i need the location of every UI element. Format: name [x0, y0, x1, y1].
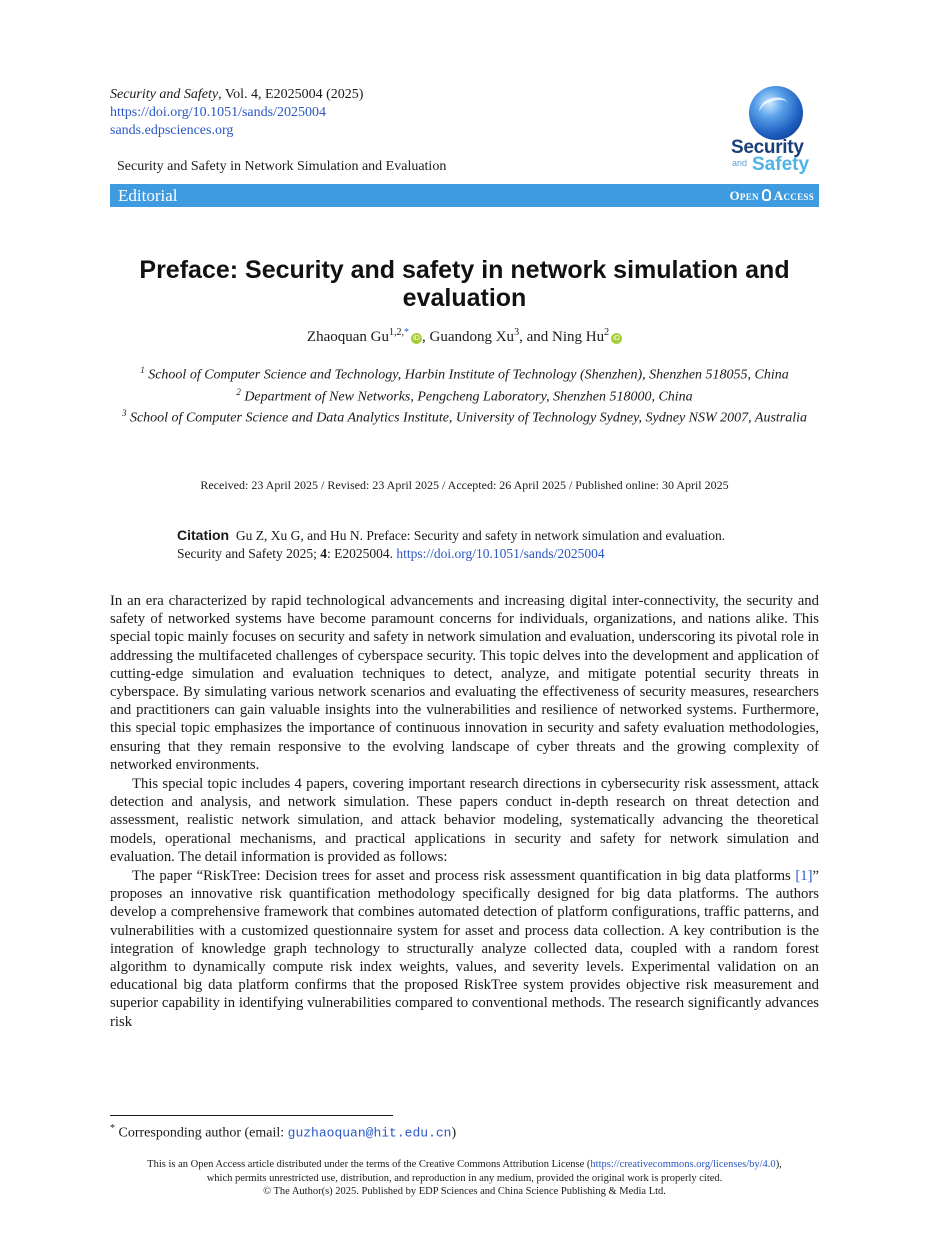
affiliation-text: School of Computer Science and Technology, Harbin Institute of Technology (Shenzhen), Shenzhen 518055, China: [148, 367, 789, 383]
author-name: Guandong Xu: [429, 329, 515, 345]
affiliation-text: School of Computer Science and Data Analytics Institute, University of Technology Sydney, Sydney NSW 2007, Australia: [129, 410, 808, 426]
article-type-label: Editorial: [118, 186, 178, 205]
affiliation-item: [118, 384, 811, 406]
affiliation-number: 1: [140, 365, 145, 375]
publication-dates: Received: 23 April 2025 / Revised: 23 April 2025 / Accepted: 26 April 2025 / Published online: 30 April 2025: [200, 478, 729, 492]
journal-name: Security and Safety: [110, 87, 219, 102]
citation-block: [177, 526, 757, 563]
orcid-icon[interactable]: iD: [411, 333, 422, 344]
body-paragraph: The paper “RiskTree: Decision trees for asset and process risk assessment quantification in big data platforms [1]” proposes an innovative risk quantification methodology specifically designed for big data platforms. The authors develop a comprehensive framework that combines automated detection of platform configurations, traffic patterns, and vulnerabilities with a customized questionnaire system for asset and process data collection. A key contribution is the integration of knowledge graph technology to structurally analyze collected data, coupled with a random forest algorithm to dynamically compute risk index weights, values, and severity levels. Experimental validation on an educational big data platform confirms that the proposed RiskTree system provides objective risk measurement and superior capability in identifying vulnerabilities compared to conventional methods. The research significantly advances risk: [110, 868, 819, 1030]
author-affiliation-sup: 2: [604, 327, 610, 338]
journal-logo: [728, 86, 822, 182]
license-url-link[interactable]: https://creativecommons.org/licenses/by/4.0: [590, 1159, 776, 1170]
author-separator: , and: [519, 329, 552, 345]
article-title: Preface: Security and safety in network simulation and evaluation: [139, 256, 790, 312]
author-affiliation-sup: 3: [514, 327, 520, 338]
citation-label: Citation: [177, 527, 230, 543]
open-access-word-open: Open: [729, 188, 759, 203]
footnote-mark: *: [110, 1123, 115, 1134]
journal-site-link[interactable]: sands.edpsciences.org: [110, 123, 234, 138]
affiliation-item: [118, 405, 811, 427]
author-name: Zhaoquan Gu: [306, 329, 389, 345]
license-line: which permits unrestricted use, distribution, and reproduction in any medium, provided the original work is properly cited.: [206, 1172, 723, 1184]
author-name: Ning Hu: [551, 329, 605, 345]
affiliation-text: Department of New Networks, Pengcheng Laboratory, Shenzhen 518000, China: [244, 389, 693, 405]
body-paragraph: In an era characterized by rapid technological advancements and increasing digital inter-connectivity, the security and safety of networked systems have become paramount concerns for individuals, organizations, and nations alike. This special topic mainly focuses on security and safety in network simulation and evaluation, underscoring its pivotal role in addressing the multifaceted challenges of cyberspace security. This topic delves into the development and application of cutting-edge simulation and evaluation techniques to detect, analyze, and mitigate potential security threats in cyberspace. By simulating various network scenarios and evaluating the effectiveness of security measures, researchers and practitioners can gain valuable insights into the vulnerabilities and resilience of networked systems. Furthermore, this special topic emphasizes the importance of continuous innovation in security and safety evaluation methodologies, ensuring that they remain responsive to the evolving landscape of cyber threats and the growing complexity of networked environments.: [110, 593, 819, 773]
corresponding-star[interactable]: *: [403, 327, 409, 338]
email-link[interactable]: guzhaoquan@hit.edu.cn: [287, 1125, 452, 1141]
journal-header: [110, 86, 363, 140]
affiliation-list: [118, 362, 811, 427]
open-access-word-access: Access: [773, 188, 814, 203]
series-title: Security and Safety in Network Simulation and Evaluation: [117, 159, 447, 174]
corresponding-author-footnote: [110, 1123, 456, 1142]
journal-citation-line: [110, 86, 363, 104]
reference-link[interactable]: [1]: [795, 868, 813, 885]
logo-word-security: Security: [731, 137, 804, 158]
license-notice: [110, 1158, 819, 1199]
open-lock-icon: [762, 189, 771, 201]
article-type-banner: [110, 184, 819, 207]
body-paragraph: This special topic includes 4 papers, covering important research directions in cybersecurity risk assessment, attack detection and analysis, and network simulation. These papers conduct in-depth research on threat detection and assessment, realistic network simulation, and attack behavior modeling, systematically advancing the theoretical models, operational mechanisms, and practical applications in security and safety for network simulation and evaluation. The detail information is provided as follows:: [110, 776, 819, 865]
affiliation-number: 3: [121, 408, 127, 419]
author-separator: ,: [421, 329, 430, 345]
footnote-text: Corresponding author (email:: [118, 1125, 288, 1141]
citation-pages: : E2025004.: [326, 546, 393, 561]
affiliation-number: 2: [236, 386, 241, 397]
citation-text: Gu Z, Xu G, and Hu N. Preface: Security and safety in network simulation and evaluation. Security and Safety 2025;: [177, 528, 726, 561]
footnote-divider: [110, 1115, 393, 1116]
copyright-line: © The Author(s) 2025. Published by EDP Sciences and China Science Publishing & Media Ltd.: [263, 1186, 666, 1197]
author-list: [110, 327, 819, 346]
article-body: [110, 592, 819, 1032]
logo-word-and: and: [732, 158, 748, 168]
affiliation-item: [118, 362, 811, 384]
citation-doi-link[interactable]: https://doi.org/10.1051/sands/2025004: [396, 546, 605, 561]
citation-volume: 4: [320, 546, 327, 561]
open-access-label: [729, 188, 814, 204]
logo-word-safety: Safety: [752, 154, 810, 175]
journal-volume: , Vol. 4, E2025004 (2025): [218, 87, 364, 102]
license-line: This is an Open Access article distributed under the terms of the Creative Commons Attribution License (https://creativecommons.org/licenses/by/4.0),: [147, 1159, 782, 1170]
footnote-text-end: ): [451, 1125, 457, 1141]
globe-icon: [749, 86, 803, 140]
doi-link[interactable]: https://doi.org/10.1051/sands/2025004: [110, 105, 326, 120]
orcid-icon[interactable]: iD: [611, 333, 622, 344]
author-affiliation-sup: 1,2,*: [388, 327, 409, 338]
